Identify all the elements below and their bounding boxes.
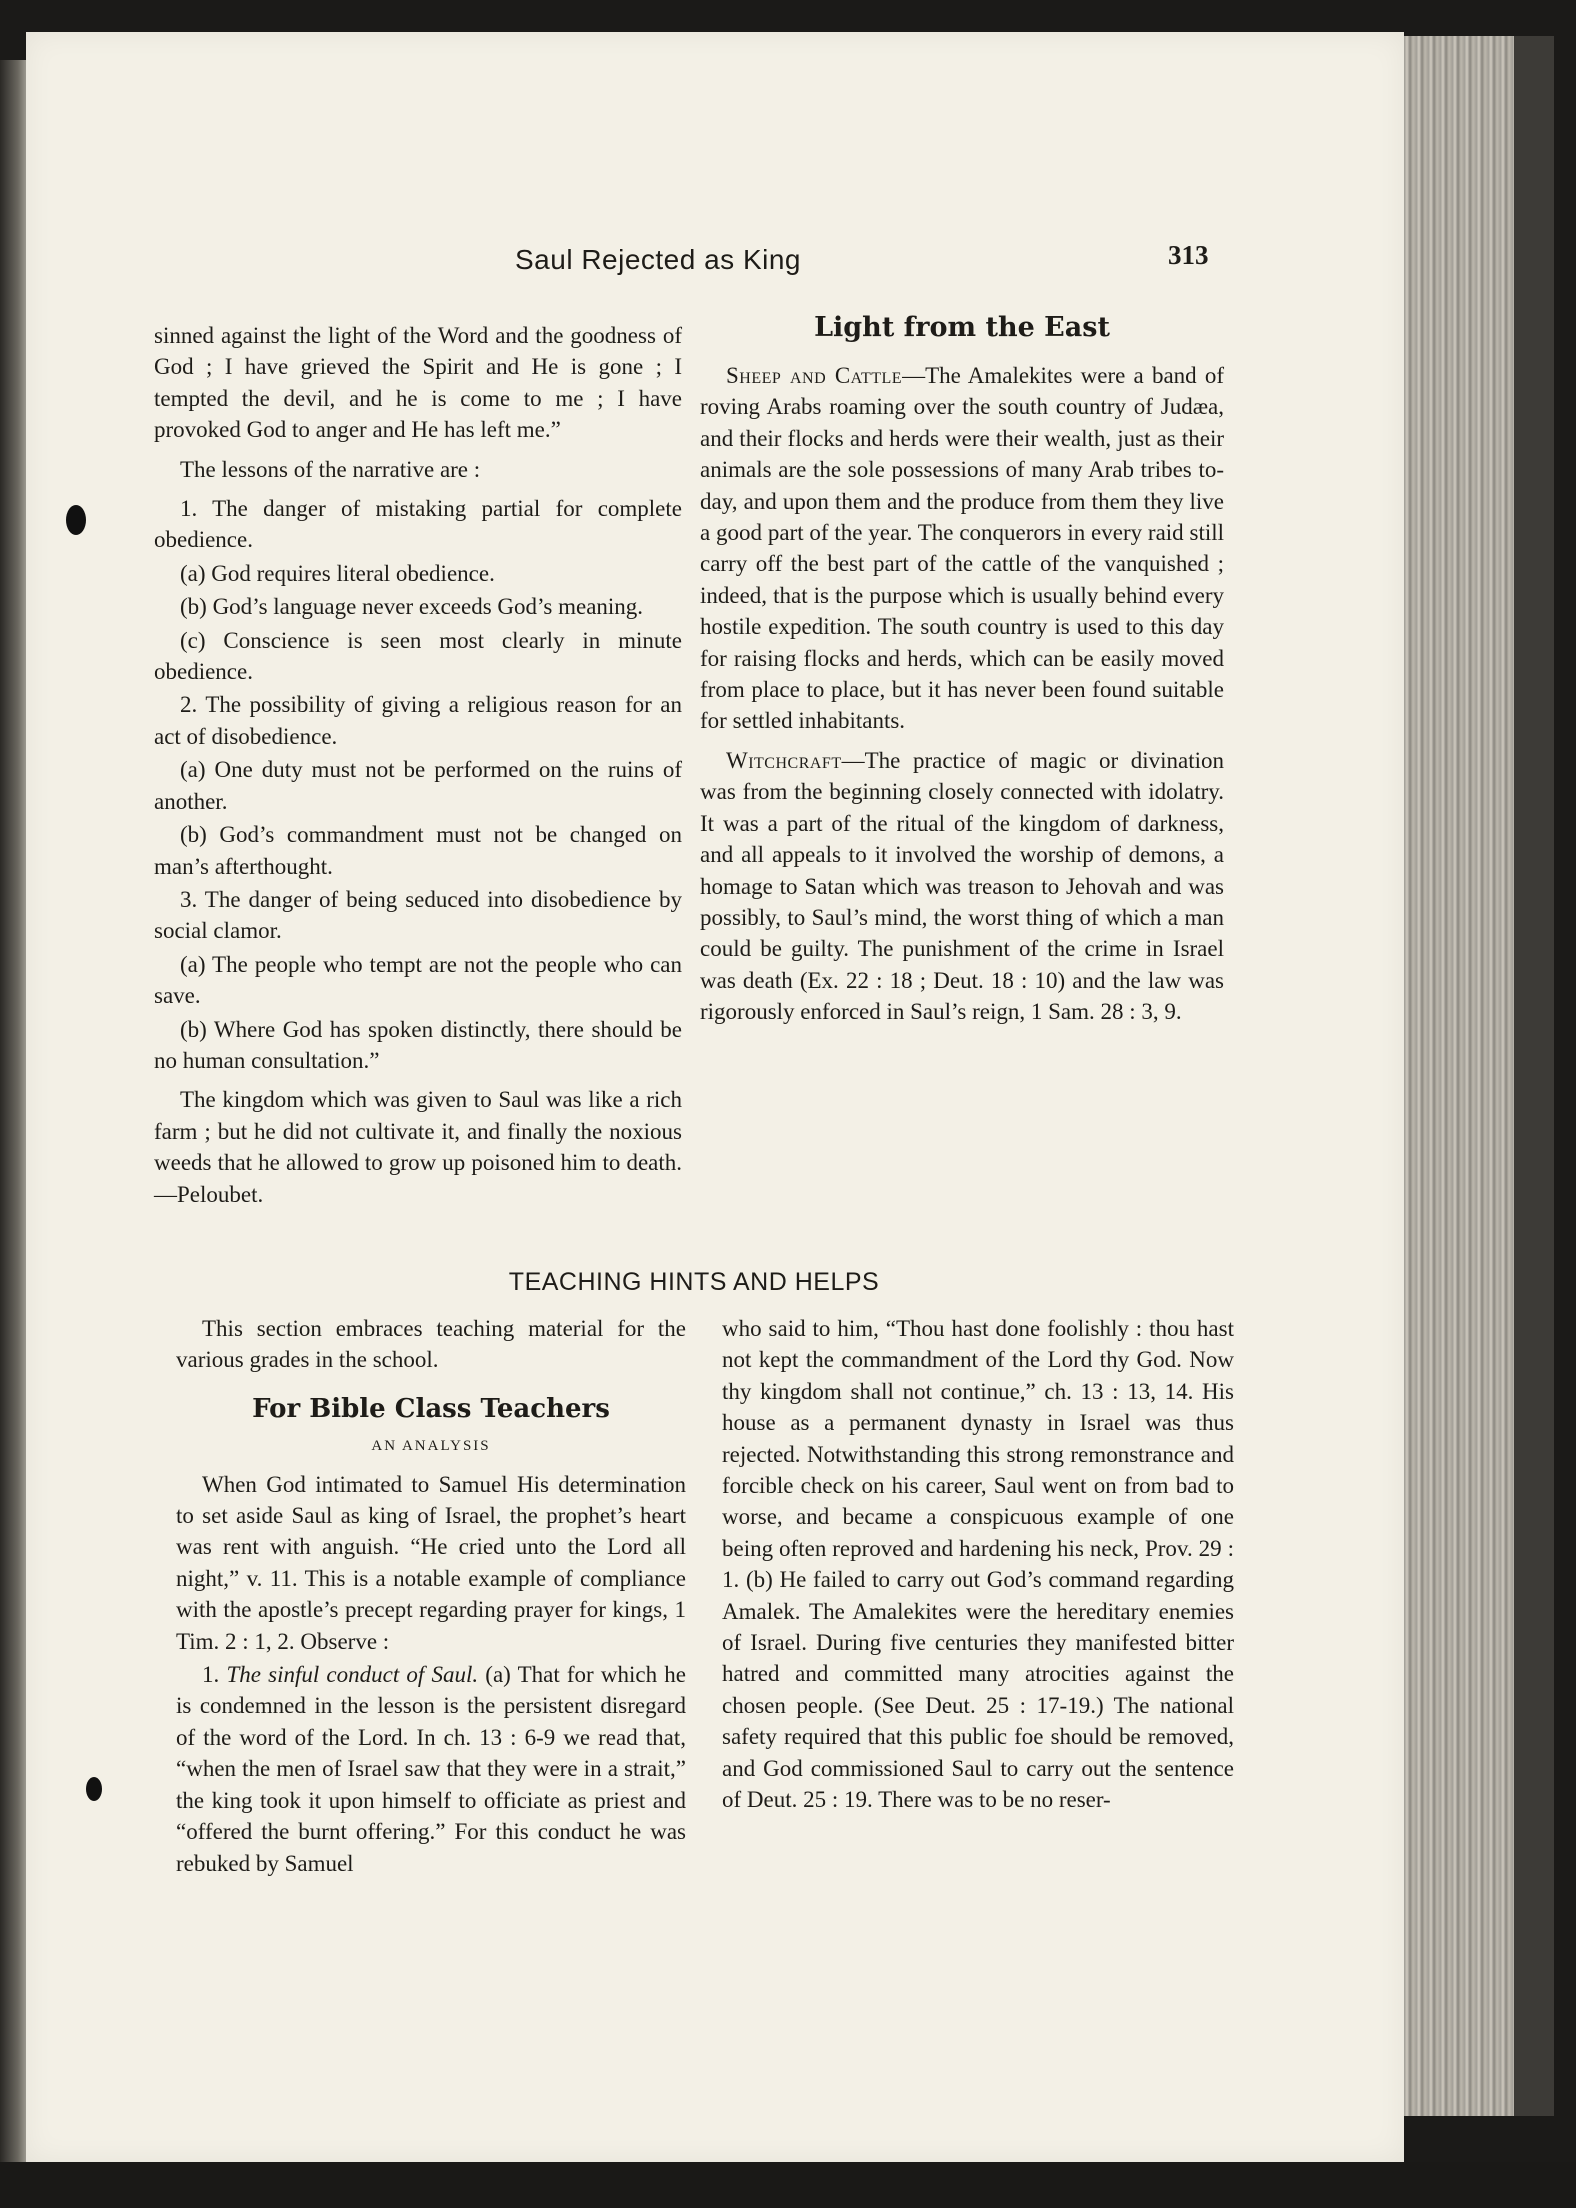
sheep-and-cattle-label: Sheep and Cattle [726, 363, 903, 388]
book-page-edges [1404, 36, 1514, 2116]
paragraph: (b) God’s language never exceeds God’s meaning. [180, 594, 644, 620]
paragraph-text: (a) That for which he is condemned in the lesson is the persistent disregard of the word of the Lord. In ch. 13 : 6-9 we read that, “when the men of Israel saw that they were in a strait,” the king took it upon himself to officiate as priest and “offered the burnt offering.” For this conduct he was rebuked by Samuel [176, 1662, 686, 1876]
paragraph: The kingdom which was given to Saul was like a rich farm ; but he did not cultivate it, and finally the noxious weeds that he allowed to grow up poisoned him to death.—Peloubet. [154, 1087, 682, 1207]
item-number: 1. [202, 1662, 220, 1688]
paragraph: When God intimated to Samuel His determination to set aside Saul as king of Israel, the prophet’s heart was rent with anguish. “He cried unto the Lord all night,” v. 11. This is a notable example of compliance with the apostle’s precept regarding prayer for kings, 1 Tim. 2 : 1, 2. Observe : [176, 1471, 686, 1654]
analysis-heading: AN ANALYSIS [371, 1438, 491, 1455]
paragraph: (a) One duty must not be performed on the ruins of another. [154, 757, 682, 814]
scan-background [0, 2162, 1576, 2208]
witchcraft-text: —The practice of magic or divination was from the beginning closely connected with idolatry. It was a part of the ritual of the kingdom of darkness, and all appeals to it involved the worship of demons, a homage to Satan which was treason to Jehovah and was possibly, to Saul’s mind, the worst thing of which a man could be guilty. The punishment of the crime in Israel was death (Ex. 22 : 18 ; Deut. 18 : 10) and the law was rigorously enforced in Saul’s reign, 1 Sam. 28 : 3, 9. [700, 747, 1224, 1025]
punch-hole-bottom [86, 1777, 102, 1801]
paragraph: The lessons of the narrative are : [180, 456, 481, 482]
paragraph: 3. The danger of being seduced into disobedience by social clamor. [154, 886, 682, 944]
witchcraft-label: Witchcraft [726, 747, 842, 773]
paragraph: who said to him, “Thou hast done foolishly : thou hast not kept the commandment of the Lord thy God. Now thy kingdom shall not continue,” ch. 13 : 13, 14. His house as a permanent dynasty in Israel was thus rejected. Notwithstanding this strong remonstrance and forcible check on his career, Saul went on from bad to worse, and became a conspicuous example of one being often reproved and hardening his neck, Prov. 29 : 1. (b) He failed to carry out God’s command regarding Amalek. The Amalekites were the hereditary enemies of Israel. During five centuries they manifested bitter hatred and committed many atrocities against the chosen people. (See Deut. 25 : 17-19.) The national safety required that this public foe should be removed, and God commissioned Saul to carry out the sentence of Deut. 25 : 19. There was to be no reser- [722, 1316, 1234, 1813]
paragraph: (a) The people who tempt are not the people who can save. [154, 951, 682, 1009]
teaching-hints-heading: TEACHING HINTS AND HELPS [508, 1268, 880, 1296]
paragraph: 2. The possibility of giving a religious reason for an act of disobedience. [154, 692, 682, 749]
paragraph: (c) Conscience is seen most clearly in minute obedience. [154, 627, 682, 685]
light-from-east-heading: Light from the East [814, 312, 1110, 343]
paragraph: (b) Where God has spoken distinctly, there should be no human consultation.” [154, 1016, 682, 1073]
running-head: Saul Rejected as King [515, 244, 802, 275]
paragraph [700, 360, 1224, 737]
sheep-and-cattle-text: —The Amalekites were a band of roving Arabs roaming over the south country of Judæa, and their flocks and herds were their wealth, just as their animals are the sole possessions of many Arab tribes to-day, and upon them and the produce from them they live a good part of the year. The conquerors in every raid still carry off the best part of the cattle of the vanquished ; indeed, that is the purpose which is usually behind every hostile expedition. The south country is used to this day for raising flocks and herds, which can be easily moved from place to place, but it has never been found suitable for settled inhabitants. [700, 363, 1225, 734]
page-number: 313 [1168, 240, 1209, 270]
paragraph [176, 1659, 686, 1879]
paragraph: (a) God requires literal obedience. [180, 560, 495, 586]
paragraph: (b) God’s commandment must not be changed on man’s afterthought. [154, 822, 682, 879]
paragraph [700, 745, 1224, 1028]
teaching-right-column [722, 1313, 1234, 1824]
bible-class-heading: For Bible Class Teachers [252, 1393, 610, 1424]
punch-hole-top [66, 505, 86, 535]
paragraph: sinned against the light of the Word and the goodness of God ; I have grieved the Spirit and He is gone ; I tempted the devil, and he is come to me ; I have provoked God to anger and He has left me.” [154, 323, 682, 443]
teaching-left-column [176, 1313, 686, 1887]
paragraph: This section embraces teaching material for the various grades in the school. [176, 1316, 686, 1373]
left-column [154, 320, 682, 1218]
right-column [700, 360, 1224, 1036]
paragraph: 1. The danger of mistaking partial for complete obedience. [154, 496, 682, 553]
italic-phrase: The sinful conduct of Saul. [226, 1662, 479, 1688]
book-cover-edge [1514, 36, 1554, 2116]
